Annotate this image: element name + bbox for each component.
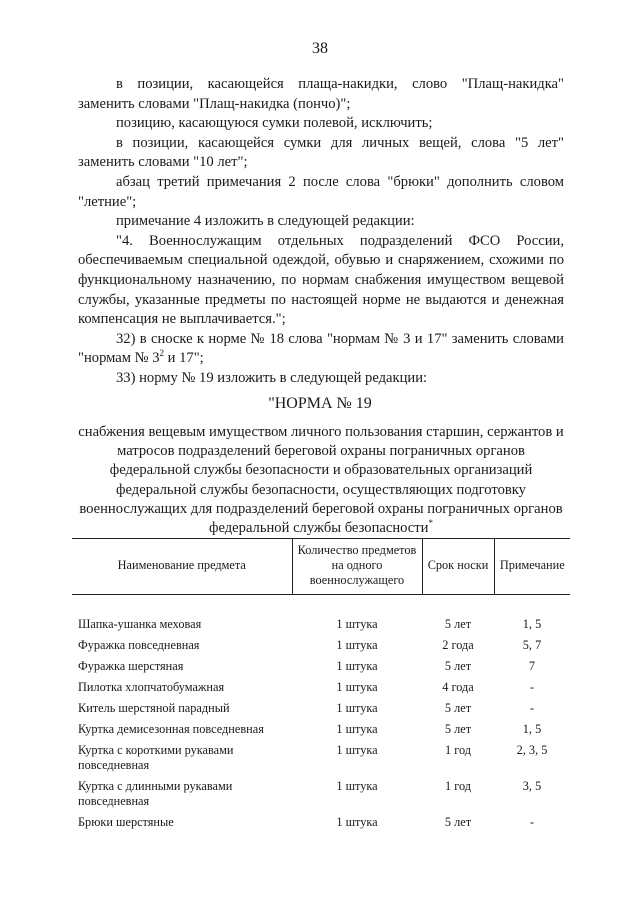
cell-item-name: Фуражка повседневная (78, 638, 200, 652)
header-item-name: Наименование предмета (72, 539, 292, 595)
cell-wear-period: 1 год (444, 743, 471, 757)
cell-quantity: 1 штука (336, 779, 378, 793)
table-row (72, 776, 570, 812)
cell-wear-period: 5 лет (444, 701, 472, 715)
footnote-mark: * (428, 518, 433, 529)
header-note: Примечание (494, 539, 570, 595)
paragraph: в позиции, касающейся сумки для личных вещей, слова "5 лет" заменить словами "10 лет"; (78, 134, 564, 171)
cell-note: 1, 5 (522, 617, 542, 631)
cell-item-name: Фуражка шерстяная (78, 659, 184, 673)
table-row (72, 719, 570, 740)
table-header-row (72, 539, 570, 595)
superscript: 2 (159, 348, 165, 359)
cell-wear-period: 1 год (444, 779, 471, 793)
cell-wear-period: 2 года (442, 638, 474, 652)
cell-wear-period: 5 лет (444, 617, 472, 631)
cell-wear-period: 5 лет (444, 722, 472, 736)
paragraph: "4. Военнослужащим отдельных подразделений ФСО России, обеспечиваемым специальной одеждой, обувью и снаряжением, схожими по функциональному назначению, по нормам снабжения имуществом вещевой службы, указанные предметы по настоящей норме не выдаются и денежная компенсация не выплачивается."; (78, 232, 564, 328)
cell-note: 5, 7 (522, 638, 542, 652)
page-number: 38 (312, 40, 328, 57)
norma-subtitle (78, 423, 564, 538)
cell-quantity: 1 штука (336, 638, 378, 652)
cell-note: 3, 5 (522, 779, 542, 793)
cell-note: - (529, 701, 535, 715)
text-segment: 32) в сноске к норме № 18 слова "нормам № 3 и 17" заменить словами "нормам № 3 (78, 330, 564, 367)
body-text (78, 75, 564, 389)
cell-quantity: 1 штука (336, 743, 378, 757)
table-row (72, 698, 570, 719)
cell-note: - (529, 815, 535, 829)
paragraph-footnote-amendment (78, 330, 564, 369)
paragraph: 33) норму № 19 изложить в следующей редакции: (116, 369, 428, 386)
paragraph: позицию, касающуюся сумки полевой, исключить; (116, 115, 433, 132)
norma-subtitle-text: снабжения вещевым имуществом личного пользования старшин, сержантов и матросов подразделений береговой охраны пограничных органов федеральной службы безопасности и образовательных организаций федеральной службы безопасности, осуществляющих подготовку военнослужащих для подразделений береговой охраны пограничных органов федеральной службы безопасности (78, 424, 564, 537)
table-row (72, 635, 570, 656)
header-wear-period: Срок носки (422, 539, 494, 595)
cell-wear-period: 4 года (442, 680, 474, 694)
cell-quantity: 1 штука (336, 659, 378, 673)
cell-quantity: 1 штука (336, 722, 378, 736)
table-row (72, 812, 570, 833)
header-quantity: Количество предметов на одного военнослужащего (292, 539, 422, 595)
cell-quantity: 1 штука (336, 617, 378, 631)
table-row (72, 656, 570, 677)
cell-item-name: Пилотка хлопчатобумажная (78, 680, 225, 694)
cell-quantity: 1 штука (336, 701, 378, 715)
table-row (72, 677, 570, 698)
cell-wear-period: 5 лет (444, 659, 472, 673)
cell-note: 7 (528, 659, 536, 673)
paragraph: в позиции, касающейся плаща-накидки, слово "Плащ-накидка" заменить словами "Плащ-накидка (пончо)"; (78, 76, 564, 112)
cell-item-name: Куртка демисезонная повседневная (78, 722, 264, 736)
text-segment: и 17"; (164, 350, 204, 367)
cell-item-name: Куртка с короткими рукавами повседневная (78, 743, 234, 772)
cell-item-name: Куртка с длинными рукавами повседневная (78, 779, 233, 808)
paragraph: абзац третий примечания 2 после слова "брюки" дополнить словом "летние"; (78, 173, 564, 210)
cell-note: - (529, 680, 535, 694)
cell-quantity: 1 штука (336, 680, 378, 694)
cell-item-name: Шапка-ушанка меховая (78, 617, 202, 631)
cell-item-name: Китель шерстяной парадный (78, 701, 230, 715)
cell-note: 2, 3, 5 (516, 743, 548, 757)
norma-title: "НОРМА № 19 (268, 395, 372, 412)
cell-quantity: 1 штука (336, 815, 378, 829)
norma-table (72, 538, 570, 833)
table-row (72, 740, 570, 776)
cell-note: 1, 5 (522, 722, 542, 736)
table-row (72, 595, 570, 636)
paragraph: примечание 4 изложить в следующей редакции: (116, 213, 415, 230)
cell-item-name: Брюки шерстяные (78, 815, 174, 829)
cell-wear-period: 5 лет (444, 815, 472, 829)
